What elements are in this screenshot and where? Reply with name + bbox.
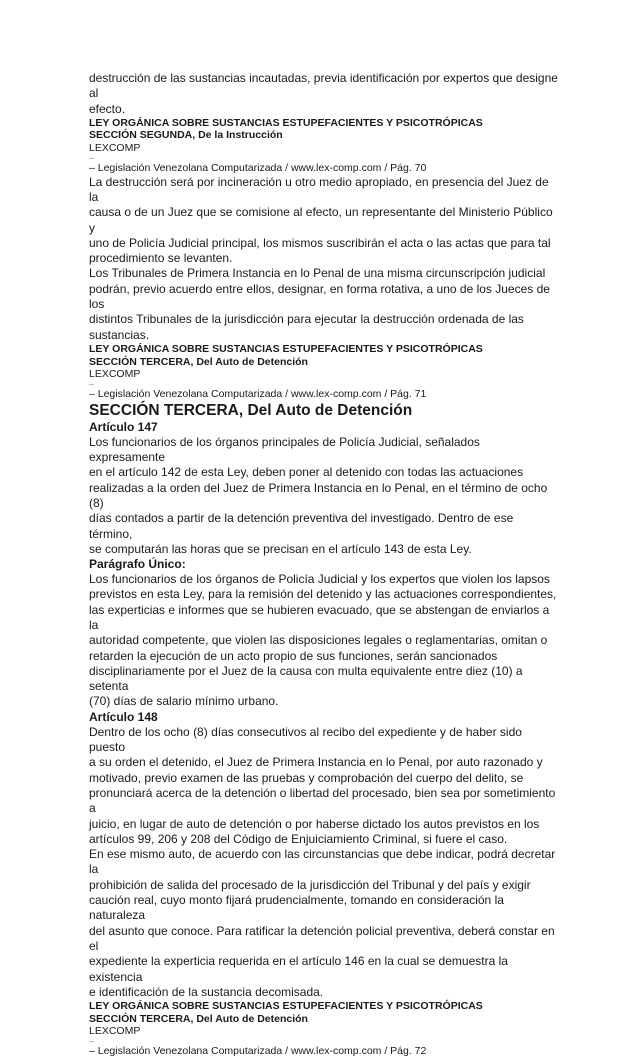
article-text: Los funcionarios de los órganos principales de Policía Judicial, señalados expresamente en el artículo 142 de esta Ley, deben poner al detenido con todas las actuaciones realizadas a la orden del Juez de Primera Instancia en lo Penal, en el término de ocho (8) días contados a partir de la detención preventiva del investigado. Dentro de ese término, se computarán las horas que se precisan en el artículo 143 de esta Ley. (89, 434, 548, 556)
article-title: Artículo 148 (89, 709, 158, 724)
page-footer: – Legislación Venezolana Computarizada / www.lex-comp.com / Pág. 72 (89, 1044, 427, 1057)
lexcomp-label: LEXCOMP (89, 1025, 141, 1038)
footer-mark: — (89, 1038, 94, 1045)
law-header: LEY ORGÁNICA SOBRE SUSTANCIAS ESTUPEFACIENTES Y PSICOTRÓPICAS (89, 1000, 483, 1013)
intro-paragraph: destrucción de las sustancias incautadas, previa identificación por expertos que designe al efecto. (89, 71, 558, 116)
section-header: SECCIÓN TERCERA, Del Auto de Detención (89, 355, 308, 368)
lexcomp-label: LEXCOMP (89, 368, 141, 381)
section-title: SECCIÓN TERCERA, Del Auto de Detención (89, 401, 413, 419)
law-header: LEY ORGÁNICA SOBRE SUSTANCIAS ESTUPEFACIENTES Y PSICOTRÓPICAS (89, 116, 483, 129)
section-header: SECCIÓN SEGUNDA, De la Instrucción (89, 129, 283, 142)
article-text: En ese mismo auto, de acuerdo con las circunstancias que debe indicar, podrá decretar la prohibición de salida del procesado de la jurisdicción del Tribunal y del país y exigir caución real, cuyo monto fijará prudencialmente, tomando en consideración la naturaleza del asunto que conoce. Para ratificar la detención policial preventiva, deberá constar en el expediente la experticia requerida en el artículo 146 en la cual se demuestra la existencia e identificación de la sustancia decomisada. (89, 847, 556, 999)
article-text: Dentro de los ocho (8) días consecutivos al recibo del expediente y de haber sido puesto a su orden el detenido, el Juez de Primera Instancia en lo Penal, por auto razonado y motivado, previo examen de las pruebas y comprobación del cuerpo del delito, se pronunciará acerca de la detención o libertad del procesado, bien sea por sometimiento a juicio, en lugar de auto de detención o por haberse dictado los autos previstos en los artículos 99, 206 y 208 del Código de Enjuiciamiento Criminal, si fuere el caso. (89, 724, 556, 846)
article-title: Artículo 147 (89, 419, 158, 434)
footer-mark: — (89, 155, 94, 162)
document-content (89, 71, 559, 1058)
law-header: LEY ORGÁNICA SOBRE SUSTANCIAS ESTUPEFACIENTES Y PSICOTRÓPICAS (89, 342, 483, 355)
body-paragraph: La destrucción será por incineración u otro medio apropiado, en presencia del Juez de la causa o de un Juez que se comisione al efecto, un representante del Ministerio Público y uno de Policía Judicial principal, los mismos suscribirán el acta o las actas que para tal procedimiento se levanten. (89, 174, 553, 266)
paragrafo-title: Parágrafo Único: (89, 557, 186, 572)
lexcomp-label: LEXCOMP (89, 142, 141, 155)
body-paragraph: Los Tribunales de Primera Instancia en lo Penal de una misma circunscripción judicial podrán, previo acuerdo entre ellos, designar, en forma rotativa, a uno de los Jueces de los distintos Tribunales de la jurisdicción para ejecutar la destrucción ordenada de las sustancias. (89, 266, 550, 342)
paragrafo-text: Los funcionarios de los órganos de Policía Judicial y los expertos que violen los lapsos previstos en esta Ley, para la remisión del detenido y las actuaciones correspondientes, las experticias e informes que se hubieren evacuado, que se abstengan de enviarlos a la autoridad competente, que violen las disposiciones legales o reglamentarias, omitan o retarden la ejecución de un acto propio de sus funciones, serán sancionados disciplinariamente por el Juez de la causa con multa equivalente entre diez (10) a setenta (70) días de salario mínimo urbano. (89, 572, 557, 709)
page-footer: – Legislación Venezolana Computarizada / www.lex-comp.com / Pág. 71 (89, 387, 427, 400)
section-header: SECCIÓN TERCERA, Del Auto de Detención (89, 1012, 308, 1025)
footer-mark: — (89, 381, 94, 388)
page-footer: – Legislación Venezolana Computarizada / www.lex-comp.com / Pág. 70 (89, 161, 427, 174)
